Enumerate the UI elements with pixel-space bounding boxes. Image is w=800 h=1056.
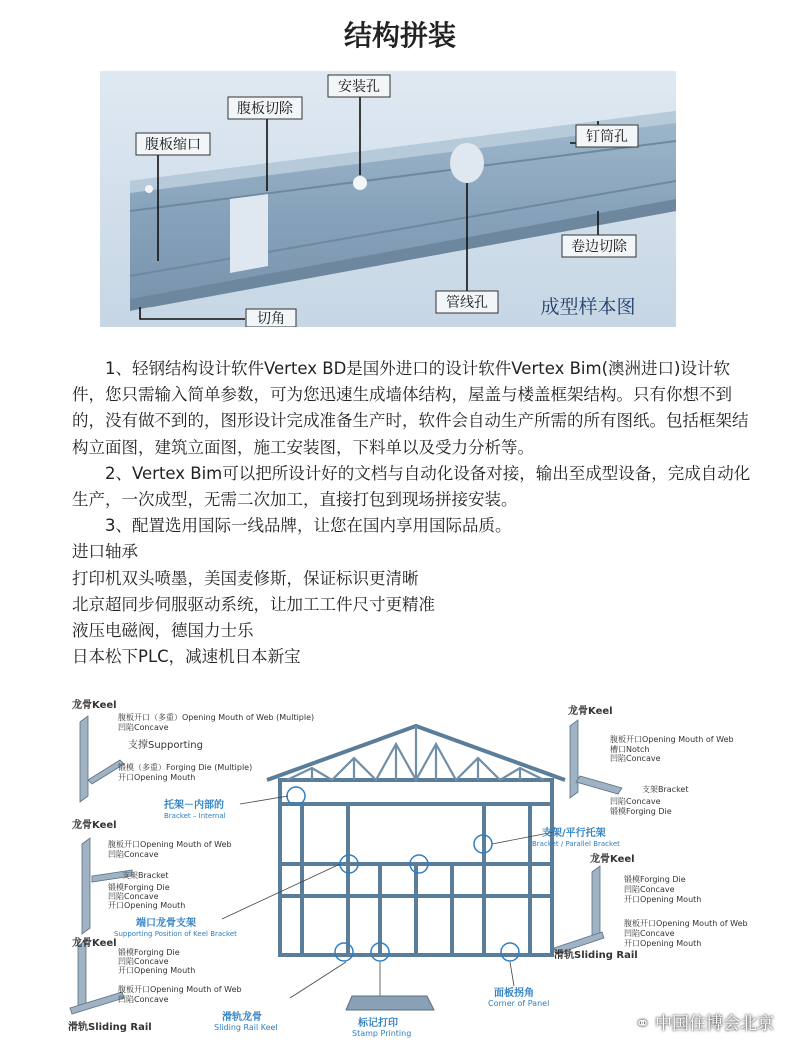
- diagram-note: 支架Bracket: [642, 785, 689, 794]
- wire-hole: [450, 143, 484, 183]
- keel-label: 龙骨Keel: [72, 938, 117, 949]
- label-install-hole: 安装孔: [338, 79, 380, 95]
- sample-figure: [100, 71, 676, 327]
- rail-keel-label: 滑轨龙骨: [222, 1012, 262, 1023]
- diagram-note: 凹陷Concave: [610, 797, 661, 806]
- diagram-note: 锻模Forging Die: [624, 875, 686, 884]
- diagram-note: 凹陷Concave: [118, 995, 169, 1004]
- label-wire-hole: 管线孔: [446, 295, 488, 311]
- paragraph-2: 2、Vertex Bim可以把所设计好的文档与自动化设备对接，输出至成型设备，完成自动化生产，一次成型，无需二次加工，直接打包到现场拼接安装。: [72, 463, 751, 510]
- install-hole: [353, 176, 367, 190]
- rail-label: 滑轨Sliding Rail: [554, 950, 638, 961]
- corner-label: 面板拐角: [494, 988, 534, 999]
- diagram-note: 锻模（多重）Forging Die (Multiple): [118, 763, 253, 772]
- paragraph-1: 1、轻钢结构设计软件Vertex BD是国外进口的设计软件Vertex Bim(澳洲进口)设计软件，您只需输入简单参数，可为您迅速生成墙体结构，屋盖与楼盖框架结构。只有你想不到的，没有做不到的，图形设计完成准备生产时，软件会自动生产所需的所有图纸。包括框架结构立面图，建筑立面图，施工安装图，下料单以及受力分析等。: [72, 359, 749, 457]
- assembly-diagram: [62, 696, 762, 1046]
- diagram-note: 支架Bracket: [122, 871, 169, 880]
- bracket-internal-en: Bracket – Internal: [164, 812, 226, 820]
- keel-support-label: 端口龙骨支架: [136, 918, 196, 929]
- diagram-note: 开口Opening Mouth: [118, 773, 196, 782]
- diagram-note: 凹陷Concave: [118, 957, 169, 966]
- diagram-note: 腹板开口（多重）Opening Mouth of Web (Multiple): [118, 713, 315, 722]
- rail-keel-en: Sliding Rail Keel: [214, 1023, 278, 1032]
- label-web-cutout: 腹板切除: [237, 101, 293, 117]
- keel-support-en: Supporting Position of Keel Bracket: [114, 930, 237, 938]
- diagram-note: 凹陷Concave: [624, 885, 675, 894]
- list-item: 打印机双头喷墨，美国麦修斯，保证标识更清晰: [72, 568, 419, 588]
- diagram-note: 槽口Notch: [610, 745, 650, 754]
- diagram-note: 凹陷Concave: [108, 850, 159, 859]
- list-item: 日本松下PLC，减速机日本新宝: [72, 647, 301, 667]
- label-flange-cut: 卷边切除: [571, 239, 627, 255]
- stamp-label: 标记打印: [358, 1018, 398, 1029]
- web-cutout: [230, 194, 268, 273]
- diagram-note: 锻模Forging Die: [610, 807, 672, 816]
- diagram-note: 凹陷Concave: [610, 754, 661, 763]
- rail-label: 滑轨Sliding Rail: [68, 1022, 152, 1033]
- figure-caption: 成型样本图: [540, 296, 636, 318]
- diagram-note: 支撑Supporting: [128, 740, 203, 751]
- wechat-icon: ⚭: [635, 1014, 650, 1034]
- page-title: 结构拼装: [343, 19, 456, 52]
- label-corner-cut: 切角: [257, 311, 285, 327]
- bracket-parallel-en: Bracket / Parallel Bracket: [532, 840, 620, 848]
- bracket-internal-label: 托架－内部的: [164, 800, 224, 811]
- diagram-note: 锻模Forging Die: [118, 948, 180, 957]
- list-item: 液压电磁阀，德国力士乐: [72, 621, 254, 641]
- diagram-note: 腹板开口Opening Mouth of Web: [610, 735, 734, 744]
- diagram-note: 开口Opening Mouth: [624, 895, 702, 904]
- diagram-note: 凹陷Concave: [108, 892, 159, 901]
- bracket-parallel-label: 支架/平行托架: [542, 828, 606, 839]
- paragraph-3: 3、配置选用国际一线品牌，让您在国内享用国际品质。: [105, 516, 512, 536]
- keel-label: 龙骨Keel: [72, 700, 117, 711]
- diagram-note: 开口Opening Mouth: [624, 939, 702, 948]
- diagram-note: 腹板开口Opening Mouth of Web: [118, 985, 242, 994]
- diagram-note: 开口Opening Mouth: [108, 901, 186, 910]
- keel-label: 龙骨Keel: [568, 706, 613, 717]
- diagram-note: 凹陷Concave: [624, 929, 675, 938]
- label-web-notch: 腹板缩口: [145, 137, 201, 153]
- keel-label: 龙骨Keel: [72, 820, 117, 831]
- diagram-note: 开口Opening Mouth: [118, 966, 196, 975]
- keel-label: 龙骨Keel: [590, 854, 635, 865]
- list-item: 进口轴承: [72, 542, 138, 562]
- corner-en: Corner of Panel: [488, 999, 550, 1008]
- label-rivet-hole: 钉筒孔: [586, 129, 628, 145]
- watermark: [635, 1009, 774, 1034]
- stamp-en: Stamp Printing: [352, 1029, 412, 1038]
- diagram-note: 腹板开口Opening Mouth of Web: [624, 919, 748, 928]
- list-item: 北京超同步伺服驱动系统，让加工工件尺寸更精准: [72, 594, 435, 614]
- body-text: [72, 356, 762, 670]
- diagram-note: 凹陷Concave: [118, 723, 169, 732]
- diagram-note: 锻模Forging Die: [108, 883, 170, 892]
- watermark-text: 中国住博会北京: [655, 1014, 774, 1034]
- diagram-note: 腹板开口Opening Mouth of Web: [108, 840, 232, 849]
